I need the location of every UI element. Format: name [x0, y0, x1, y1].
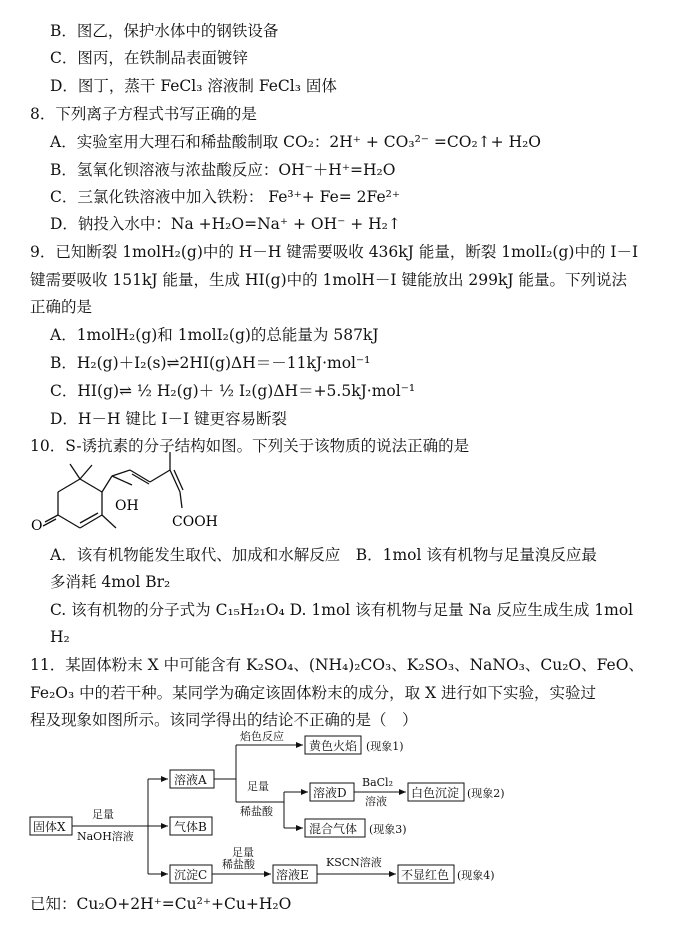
q9-stem-3: 正确的是	[30, 298, 93, 316]
cooh-label: COOH	[172, 514, 218, 530]
arrow1-top: 足量	[92, 808, 114, 821]
q11-stem-1: 11．某固体粉末 X 中可能含有 K₂SO₄、(NH₄)₂CO₃、K₂SO₃、NaNO₃、Cu₂O、FeO、	[30, 656, 644, 674]
q8-a: A．实验室用大理石和稀盐酸制取 CO₂：2H⁺ + CO₃²⁻ =CO₂↑+ H₂O	[50, 133, 542, 151]
q8-stem: 8．下列离子方程式书写正确的是	[30, 105, 257, 123]
q10-cd: C. 该有机物的分子式为 C₁₅H₂₁O₄ D. 1mol 该有机物与足量 Na 反应生成生成 1mol	[50, 601, 634, 619]
bacl2-label: BaCl₂	[362, 776, 393, 789]
line-7c: C．图丙，在铁制品表面镀锌	[50, 49, 248, 67]
white-precipitate-label: 白色沉淀	[411, 786, 460, 800]
q10-d-cont: H₂	[50, 628, 70, 646]
q8-d: D．钠投入水中：Na +H₂O=Na⁺ + OH⁻ + H₂↑	[50, 215, 401, 233]
solution-a-label: 溶液A	[174, 773, 207, 787]
yellow-flame-label: 黄色火焰	[309, 739, 358, 753]
oh-label: OH	[115, 498, 139, 514]
oxygen-label: O	[31, 518, 43, 534]
q10-stem: 10．S-诱抗素的分子结构如图。下列关于该物质的说法正确的是	[30, 437, 470, 455]
arrow1-bottom: NaOH溶液	[77, 830, 134, 843]
q9-a: A．1molH₂(g)和 1molI₂(g)的总能量为 587kJ	[50, 326, 379, 344]
q10-ab: A．该有机物能发生取代、加成和水解反应 B．1mol 该有机物与足量溴反应最	[50, 546, 597, 564]
kscn-label: KSCN溶液	[326, 856, 382, 869]
q9-stem-2: 键需要吸收 151kJ 能量，生成 HI(g)中的 1molH－I 键能放出 299kJ 能量。下列说法	[30, 271, 628, 289]
precipitate-c-label: 沉淀C	[174, 868, 208, 882]
q10-b-cont: 多消耗 4mol Br₂	[50, 573, 171, 591]
obs3-label: (现象3)	[369, 823, 407, 836]
hcl1-bottom: 稀盐酸	[240, 805, 273, 818]
solid-x-label: 固体X	[33, 820, 66, 834]
q9-b: B．H₂(g)＋I₂(s)⇌2HI(g)ΔH＝－11kJ·mol⁻¹	[50, 354, 371, 372]
q9-stem-1: 9．已知断裂 1molH₂(g)中的 H－H 键需要吸收 436kJ 能量，断裂 1molI₂(g)中的 I－I	[30, 243, 639, 261]
solution-d-label: 溶液D	[313, 786, 347, 800]
hcl1-top: 足量	[247, 780, 269, 793]
line-7b: B．图乙，保护水体中的钢铁设备	[50, 22, 279, 40]
obs1-label: (现象1)	[366, 740, 404, 753]
q11-stem-2: Fe₂O₃ 中的若干种。某同学为确定该固体粉末的成分，取 X 进行如下实验，实验过	[30, 684, 597, 702]
q9-d: D．H－H 键比 I－I 键更容易断裂	[50, 410, 287, 428]
bacl2-sub-label: 溶液	[365, 795, 387, 808]
q11-known: 已知：Cu₂O+2H⁺=Cu²⁺+Cu+H₂O	[30, 895, 292, 913]
gas-b-label: 气体B	[174, 820, 207, 834]
hcl2-top: 足量	[232, 846, 254, 859]
q8-c: C．三氯化铁溶液中加入铁粉： Fe³⁺+ Fe= 2Fe²⁺	[50, 188, 401, 206]
flame-test-label: 焰色反应	[240, 730, 284, 743]
obs4-label: (现象4)	[457, 869, 495, 882]
q8-b: B．氢氧化钡溶液与浓盐酸反应：OH⁻＋H⁺=H₂O	[50, 161, 396, 179]
mixed-gas-label: 混合气体	[309, 822, 358, 836]
line-7d: D．图丁，蒸干 FeCl₃ 溶液制 FeCl₃ 固体	[50, 77, 337, 95]
obs2-label: (现象2)	[467, 787, 505, 800]
no-red-label: 不显红色	[401, 868, 450, 882]
q9-c: C．HI(g)⇌ ½ H₂(g)＋ ½ I₂(g)ΔH＝+5.5kJ·mol⁻¹	[50, 382, 416, 400]
q11-stem-3: 程及现象如图所示。该同学得出的结论不正确的是（ ）	[30, 711, 418, 729]
solution-e-label: 溶液E	[276, 868, 309, 882]
hcl2-bottom: 稀盐酸	[222, 858, 255, 871]
